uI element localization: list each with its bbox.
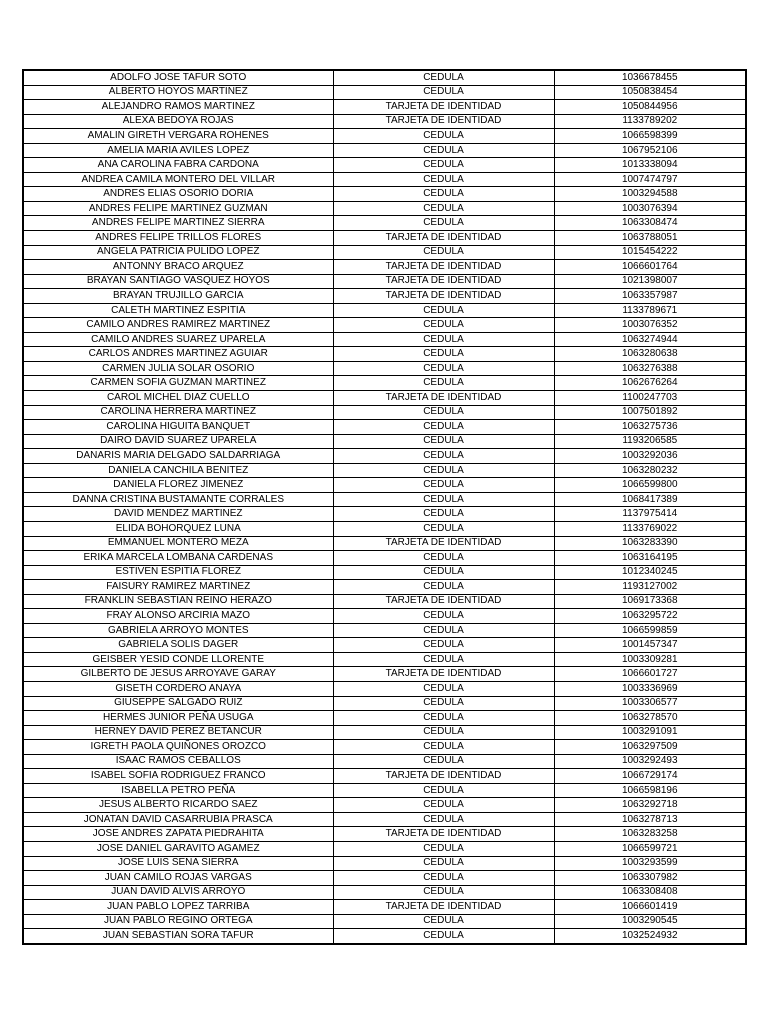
document-type-cell: TARJETA DE IDENTIDAD [333,536,554,551]
table-row [23,841,746,856]
document-type-cell: CEDULA [333,711,554,726]
document-type-cell: CEDULA [333,521,554,536]
document-number-cell: 1062676264 [554,376,746,391]
table-row [23,521,746,536]
document-type-cell: TARJETA DE IDENTIDAD [333,769,554,784]
document-number-cell: 1036678455 [554,70,746,85]
document-number-cell: 1003336969 [554,681,746,696]
document-number-cell: 1003076394 [554,201,746,216]
document-type-cell: CEDULA [333,492,554,507]
document-type-cell: CEDULA [333,187,554,202]
document-number-cell: 1133789202 [554,114,746,129]
full-name-cell: CAROLINA HERRERA MARTINEZ [23,405,333,420]
document-number-cell: 1133769022 [554,521,746,536]
document-number-cell: 1063275736 [554,420,746,435]
document-number-cell: 1003076352 [554,318,746,333]
document-type-cell: CEDULA [333,696,554,711]
full-name-cell: JOSE DANIEL GARAVITO AGAMEZ [23,841,333,856]
document-type-cell: TARJETA DE IDENTIDAD [333,231,554,246]
full-name-cell: ANA CAROLINA FABRA CARDONA [23,158,333,173]
full-name-cell: GABRIELA SOLIS DAGER [23,638,333,653]
full-name-cell: FRANKLIN SEBASTIAN REINO HERAZO [23,594,333,609]
document-type-cell: CEDULA [333,245,554,260]
document-type-cell: CEDULA [333,318,554,333]
table-row [23,478,746,493]
document-number-cell: 1063292718 [554,798,746,813]
table-row [23,856,746,871]
document-number-cell: 1193206585 [554,434,746,449]
table-row [23,463,746,478]
table-row [23,929,746,944]
full-name-cell: ALBERTO HOYOS MARTINEZ [23,85,333,100]
document-number-cell: 1066598196 [554,783,746,798]
document-number-cell: 1066599721 [554,841,746,856]
full-name-cell: JUAN CAMILO ROJAS VARGAS [23,871,333,886]
document-number-cell: 1003294588 [554,187,746,202]
document-type-cell: CEDULA [333,681,554,696]
document-number-cell: 1063295722 [554,609,746,624]
document-type-cell: CEDULA [333,405,554,420]
document-number-cell: 1003291091 [554,725,746,740]
table-row [23,376,746,391]
table-row [23,114,746,129]
document-type-cell: CEDULA [333,914,554,929]
document-number-cell: 1050838454 [554,85,746,100]
full-name-cell: CALETH MARTINEZ ESPITIA [23,303,333,318]
full-name-cell: ANDRES ELIAS OSORIO DORIA [23,187,333,202]
table-row [23,260,746,275]
full-name-cell: ADOLFO JOSE TAFUR SOTO [23,70,333,85]
table-row [23,885,746,900]
document-type-cell: TARJETA DE IDENTIDAD [333,900,554,915]
full-name-cell: GIUSEPPE SALGADO RUIZ [23,696,333,711]
document-type-cell: CEDULA [333,70,554,85]
document-type-cell: CEDULA [333,507,554,522]
table-row [23,449,746,464]
full-name-cell: GEISBER YESID CONDE LLORENTE [23,652,333,667]
document-number-cell: 1003292036 [554,449,746,464]
full-name-cell: DAVID MENDEZ MARTINEZ [23,507,333,522]
document-number-cell: 1003309281 [554,652,746,667]
table-row [23,565,746,580]
table-row [23,580,746,595]
document-number-cell: 1007501892 [554,405,746,420]
table-row [23,420,746,435]
full-name-cell: FRAY ALONSO ARCIRIA MAZO [23,609,333,624]
document-type-cell: CEDULA [333,449,554,464]
document-number-cell: 1012340245 [554,565,746,580]
document-number-cell: 1067952106 [554,143,746,158]
document-type-cell: CEDULA [333,129,554,144]
document-number-cell: 1063357987 [554,289,746,304]
document-type-cell: CEDULA [333,420,554,435]
document-type-cell: CEDULA [333,303,554,318]
document-number-cell: 1063283390 [554,536,746,551]
document-type-cell: TARJETA DE IDENTIDAD [333,260,554,275]
document-type-cell: CEDULA [333,871,554,886]
full-name-cell: JONATAN DAVID CASARRUBIA PRASCA [23,812,333,827]
document-type-cell: CEDULA [333,463,554,478]
full-name-cell: DANIELA FLOREZ JIMENEZ [23,478,333,493]
document-type-cell: CEDULA [333,551,554,566]
document-number-cell: 1137975414 [554,507,746,522]
full-name-cell: HERNEY DAVID PEREZ BETANCUR [23,725,333,740]
full-name-cell: JUAN SEBASTIAN SORA TAFUR [23,929,333,944]
document-number-cell: 1066599859 [554,623,746,638]
table-row [23,70,746,85]
full-name-cell: HERMES JUNIOR PEÑA USUGA [23,711,333,726]
document-number-cell: 1063280638 [554,347,746,362]
full-name-cell: ALEXA BEDOYA ROJAS [23,114,333,129]
document-type-cell: CEDULA [333,623,554,638]
document-number-cell: 1063164195 [554,551,746,566]
document-number-cell: 1066601419 [554,900,746,915]
document-type-cell: TARJETA DE IDENTIDAD [333,827,554,842]
document-number-cell: 1063274944 [554,332,746,347]
document-number-cell: 1050844956 [554,100,746,115]
full-name-cell: AMELIA MARIA AVILES LOPEZ [23,143,333,158]
document-type-cell: CEDULA [333,158,554,173]
student-id-table [22,69,747,945]
document-type-cell: CEDULA [333,172,554,187]
full-name-cell: JESUS ALBERTO RICARDO SAEZ [23,798,333,813]
table-row [23,231,746,246]
table-row [23,129,746,144]
table-row [23,812,746,827]
full-name-cell: CAMILO ANDRES SUAREZ UPARELA [23,332,333,347]
full-name-cell: GABRIELA ARROYO MONTES [23,623,333,638]
document-type-cell: TARJETA DE IDENTIDAD [333,274,554,289]
full-name-cell: CAROL MICHEL DIAZ CUELLO [23,391,333,406]
full-name-cell: CAMILO ANDRES RAMIREZ MARTINEZ [23,318,333,333]
document-type-cell: CEDULA [333,754,554,769]
table-row [23,100,746,115]
table-row [23,900,746,915]
document-number-cell: 1066598399 [554,129,746,144]
table-row [23,827,746,842]
document-type-cell: CEDULA [333,347,554,362]
document-type-cell: CEDULA [333,85,554,100]
document-type-cell: CEDULA [333,783,554,798]
full-name-cell: DANARIS MARIA DELGADO SALDARRIAGA [23,449,333,464]
document-type-cell: CEDULA [333,740,554,755]
table-row [23,318,746,333]
full-name-cell: ANDREA CAMILA MONTERO DEL VILLAR [23,172,333,187]
full-name-cell: DAIRO DAVID SUAREZ UPARELA [23,434,333,449]
document-type-cell: CEDULA [333,478,554,493]
document-type-cell: CEDULA [333,201,554,216]
table-row [23,536,746,551]
document-type-cell: CEDULA [333,638,554,653]
document-type-cell: CEDULA [333,580,554,595]
full-name-cell: ANGELA PATRICIA PULIDO LOPEZ [23,245,333,260]
full-name-cell: ANTONNY BRACO ARQUEZ [23,260,333,275]
document-type-cell: CEDULA [333,841,554,856]
table-row [23,914,746,929]
full-name-cell: ALEJANDRO RAMOS MARTINEZ [23,100,333,115]
document-number-cell: 1001457347 [554,638,746,653]
document-type-cell: CEDULA [333,929,554,944]
table-row [23,667,746,682]
document-number-cell: 1063308408 [554,885,746,900]
document-type-cell: CEDULA [333,361,554,376]
document-number-cell: 1100247703 [554,391,746,406]
document-type-cell: CEDULA [333,885,554,900]
full-name-cell: AMALIN GIRETH VERGARA ROHENES [23,129,333,144]
document-number-cell: 1063276388 [554,361,746,376]
full-name-cell: ISABEL SOFIA RODRIGUEZ FRANCO [23,769,333,784]
table-row [23,172,746,187]
document-number-cell: 1013338094 [554,158,746,173]
document-type-cell: CEDULA [333,798,554,813]
document-number-cell: 1069173368 [554,594,746,609]
table-row [23,434,746,449]
full-name-cell: ISABELLA PETRO PEÑA [23,783,333,798]
document-number-cell: 1063788051 [554,231,746,246]
table-body [23,70,746,944]
document-type-cell: TARJETA DE IDENTIDAD [333,289,554,304]
full-name-cell: DANIELA CANCHILA BENITEZ [23,463,333,478]
full-name-cell: CAROLINA HIGUITA BANQUET [23,420,333,435]
document-type-cell: CEDULA [333,652,554,667]
document-number-cell: 1032524932 [554,929,746,944]
table-row [23,507,746,522]
document-type-cell: CEDULA [333,216,554,231]
document-type-cell: TARJETA DE IDENTIDAD [333,100,554,115]
table-row [23,681,746,696]
document-type-cell: TARJETA DE IDENTIDAD [333,391,554,406]
full-name-cell: IGRETH PAOLA QUIÑONES OROZCO [23,740,333,755]
table-row [23,405,746,420]
table-row [23,725,746,740]
document-type-cell: CEDULA [333,812,554,827]
document-type-cell: TARJETA DE IDENTIDAD [333,114,554,129]
document-number-cell: 1003306577 [554,696,746,711]
table-row [23,347,746,362]
document-type-cell: CEDULA [333,725,554,740]
table-row [23,391,746,406]
document-number-cell: 1003293599 [554,856,746,871]
full-name-cell: DANNA CRISTINA BUSTAMANTE CORRALES [23,492,333,507]
document-number-cell: 1021398007 [554,274,746,289]
document-number-cell: 1066601727 [554,667,746,682]
table-row [23,740,746,755]
table-row [23,609,746,624]
document-number-cell: 1066729174 [554,769,746,784]
full-name-cell: CARMEN JULIA SOLAR OSORIO [23,361,333,376]
document-number-cell: 1068417389 [554,492,746,507]
document-type-cell: CEDULA [333,609,554,624]
full-name-cell: GISETH CORDERO ANAYA [23,681,333,696]
document-number-cell: 1063308474 [554,216,746,231]
document-number-cell: 1007474797 [554,172,746,187]
full-name-cell: JOSE LUIS SENA SIERRA [23,856,333,871]
table-row [23,652,746,667]
full-name-cell: JOSE ANDRES ZAPATA PIEDRAHITA [23,827,333,842]
full-name-cell: CARLOS ANDRES MARTINEZ AGUIAR [23,347,333,362]
table-row [23,85,746,100]
table-row [23,769,746,784]
full-name-cell: ANDRES FELIPE MARTINEZ GUZMAN [23,201,333,216]
table-row [23,143,746,158]
document-type-cell: CEDULA [333,856,554,871]
document-number-cell: 1193127002 [554,580,746,595]
table-row [23,638,746,653]
document-number-cell: 1066601764 [554,260,746,275]
table-row [23,216,746,231]
table-row [23,492,746,507]
table-row [23,201,746,216]
full-name-cell: EMMANUEL MONTERO MEZA [23,536,333,551]
table-row [23,551,746,566]
full-name-cell: ELIDA BOHORQUEZ LUNA [23,521,333,536]
table-row [23,594,746,609]
table-row [23,187,746,202]
document-number-cell: 1063307982 [554,871,746,886]
document-number-cell: 1003292493 [554,754,746,769]
full-name-cell: BRAYAN TRUJILLO GARCIA [23,289,333,304]
document-number-cell: 1066599800 [554,478,746,493]
document-number-cell: 1063283258 [554,827,746,842]
table-row [23,289,746,304]
full-name-cell: ISAAC RAMOS CEBALLOS [23,754,333,769]
table-row [23,783,746,798]
document-number-cell: 1133789671 [554,303,746,318]
table-row [23,274,746,289]
full-name-cell: GILBERTO DE JESUS ARROYAVE GARAY [23,667,333,682]
table-row [23,711,746,726]
table-row [23,332,746,347]
full-name-cell: ESTIVEN ESPITIA FLOREZ [23,565,333,580]
full-name-cell: CARMEN SOFIA GUZMAN MARTINEZ [23,376,333,391]
full-name-cell: JUAN PABLO LOPEZ TARRIBA [23,900,333,915]
full-name-cell: FAISURY RAMIREZ MARTINEZ [23,580,333,595]
table-row [23,158,746,173]
document-type-cell: CEDULA [333,434,554,449]
document-type-cell: CEDULA [333,143,554,158]
full-name-cell: ANDRES FELIPE TRILLOS FLORES [23,231,333,246]
document-number-cell: 1063280232 [554,463,746,478]
document-number-cell: 1063278713 [554,812,746,827]
document-number-cell: 1015454222 [554,245,746,260]
table-row [23,361,746,376]
document-type-cell: CEDULA [333,376,554,391]
table-row [23,696,746,711]
table-row [23,871,746,886]
table-row [23,303,746,318]
full-name-cell: JUAN DAVID ALVIS ARROYO [23,885,333,900]
document-type-cell: CEDULA [333,332,554,347]
document-type-cell: TARJETA DE IDENTIDAD [333,667,554,682]
document-type-cell: CEDULA [333,565,554,580]
document-type-cell: TARJETA DE IDENTIDAD [333,594,554,609]
document-number-cell: 1063278570 [554,711,746,726]
table-row [23,754,746,769]
document-number-cell: 1003290545 [554,914,746,929]
table-row [23,623,746,638]
full-name-cell: BRAYAN SANTIAGO VASQUEZ HOYOS [23,274,333,289]
table-row [23,798,746,813]
table-row [23,245,746,260]
full-name-cell: ANDRES FELIPE MARTINEZ SIERRA [23,216,333,231]
full-name-cell: JUAN PABLO REGINO ORTEGA [23,914,333,929]
document-number-cell: 1063297509 [554,740,746,755]
full-name-cell: ERIKA MARCELA LOMBANA CARDENAS [23,551,333,566]
